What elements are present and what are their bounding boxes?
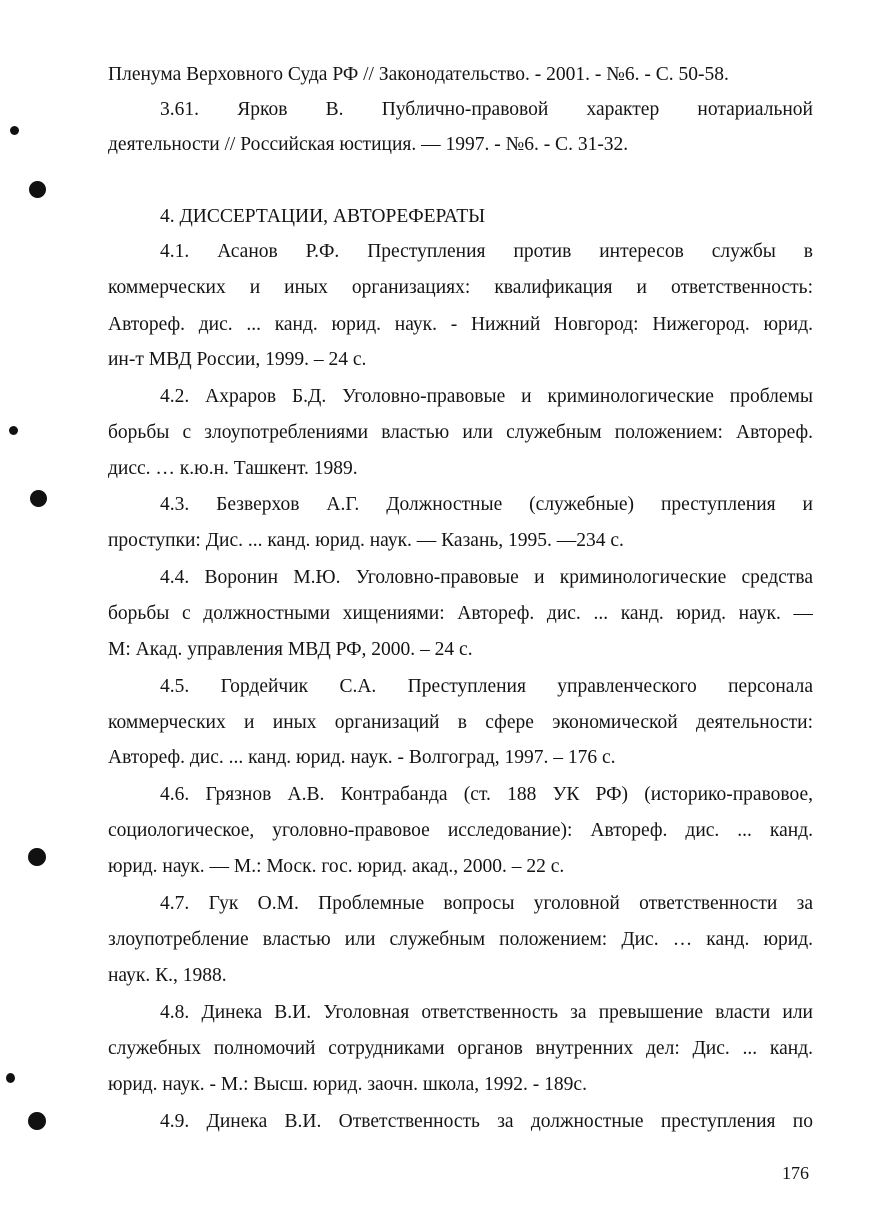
text-line: 4.4. Воронин М.Ю. Уголовно-правовые и криминологические средства xyxy=(160,567,813,588)
text-line: дисс. … к.ю.н. Ташкент. 1989. xyxy=(108,458,358,479)
text-line: деятельности // Российская юстиция. — 1997. - №6. - С. 31-32. xyxy=(108,134,629,155)
binder-hole xyxy=(29,181,46,198)
text-line: 4.3. Безверхов А.Г. Должностные (служебные) преступления и xyxy=(160,494,813,515)
text-line: злоупотребление властью или служебным положением: Дис. … канд. юрид. xyxy=(108,929,813,950)
text-line: борьбы с должностными хищениями: Автореф. дис. ... канд. юрид. наук. — xyxy=(108,603,813,624)
text-line: коммерческих и иных организациях: квалификация и ответственность: xyxy=(108,277,813,298)
text-line: коммерческих и иных организаций в сфере экономической деятельности: xyxy=(108,712,813,733)
text-line: ин-т МВД России, 1999. – 24 с. xyxy=(108,349,367,370)
text-line: 4.5. Гордейчик С.А. Преступления управленческого персонала xyxy=(160,676,813,697)
binder-hole xyxy=(10,126,19,135)
text-line: 4.2. Ахраров Б.Д. Уголовно-правовые и криминологические проблемы xyxy=(160,386,813,407)
text-line: 3.61. Ярков В. Публично-правовой характер нотариальной xyxy=(160,99,813,120)
text-line: служебных полномочий сотрудниками органов внутренних дел: Дис. ... канд. xyxy=(108,1038,813,1059)
text-line: 4.6. Грязнов А.В. Контрабанда (ст. 188 УК РФ) (историко-правовое, xyxy=(160,784,813,805)
text-line: социологическое, уголовно-правовое исследование): Автореф. дис. ... канд. xyxy=(108,820,813,841)
text-line: Автореф. дис. ... канд. юрид. наук. - Волгоград, 1997. – 176 с. xyxy=(108,747,616,768)
text-line: 4.7. Гук О.М. Проблемные вопросы уголовной ответственности за xyxy=(160,893,813,914)
text-line: юрид. наук. - М.: Высш. юрид. заочн. школа, 1992. - 189с. xyxy=(108,1074,587,1095)
text-line: 4.8. Динека В.И. Уголовная ответственность за превышение власти или xyxy=(160,1002,813,1023)
page-number: 176 xyxy=(782,1163,809,1183)
text-line: 4.9. Динека В.И. Ответственность за должностные преступления по xyxy=(160,1111,813,1132)
text-line: Автореф. дис. ... канд. юрид. наук. - Нижний Новгород: Нижегород. юрид. xyxy=(108,314,813,335)
binder-hole xyxy=(9,426,18,435)
text-line: юрид. наук. — М.: Моск. гос. юрид. акад., 2000. – 22 с. xyxy=(108,856,565,877)
binder-hole xyxy=(28,1112,46,1130)
section-heading: 4. ДИССЕРТАЦИИ, АВТОРЕФЕРАТЫ xyxy=(160,206,486,227)
binder-hole xyxy=(28,848,46,866)
text-line: борьбы с злоупотреблениями властью или служебным положением: Автореф. xyxy=(108,422,813,443)
text-line: проступки: Дис. ... канд. юрид. наук. — Казань, 1995. —234 с. xyxy=(108,530,624,551)
binder-hole xyxy=(30,490,47,507)
text-line: М: Акад. управления МВД РФ, 2000. – 24 с. xyxy=(108,639,473,660)
text-line: 4.1. Асанов Р.Ф. Преступления против интересов службы в xyxy=(160,241,813,262)
text-line: наук. К., 1988. xyxy=(108,965,227,986)
binder-hole xyxy=(6,1073,15,1083)
text-line: Пленума Верховного Суда РФ // Законодательство. - 2001. - №6. - С. 50-58. xyxy=(108,64,729,85)
